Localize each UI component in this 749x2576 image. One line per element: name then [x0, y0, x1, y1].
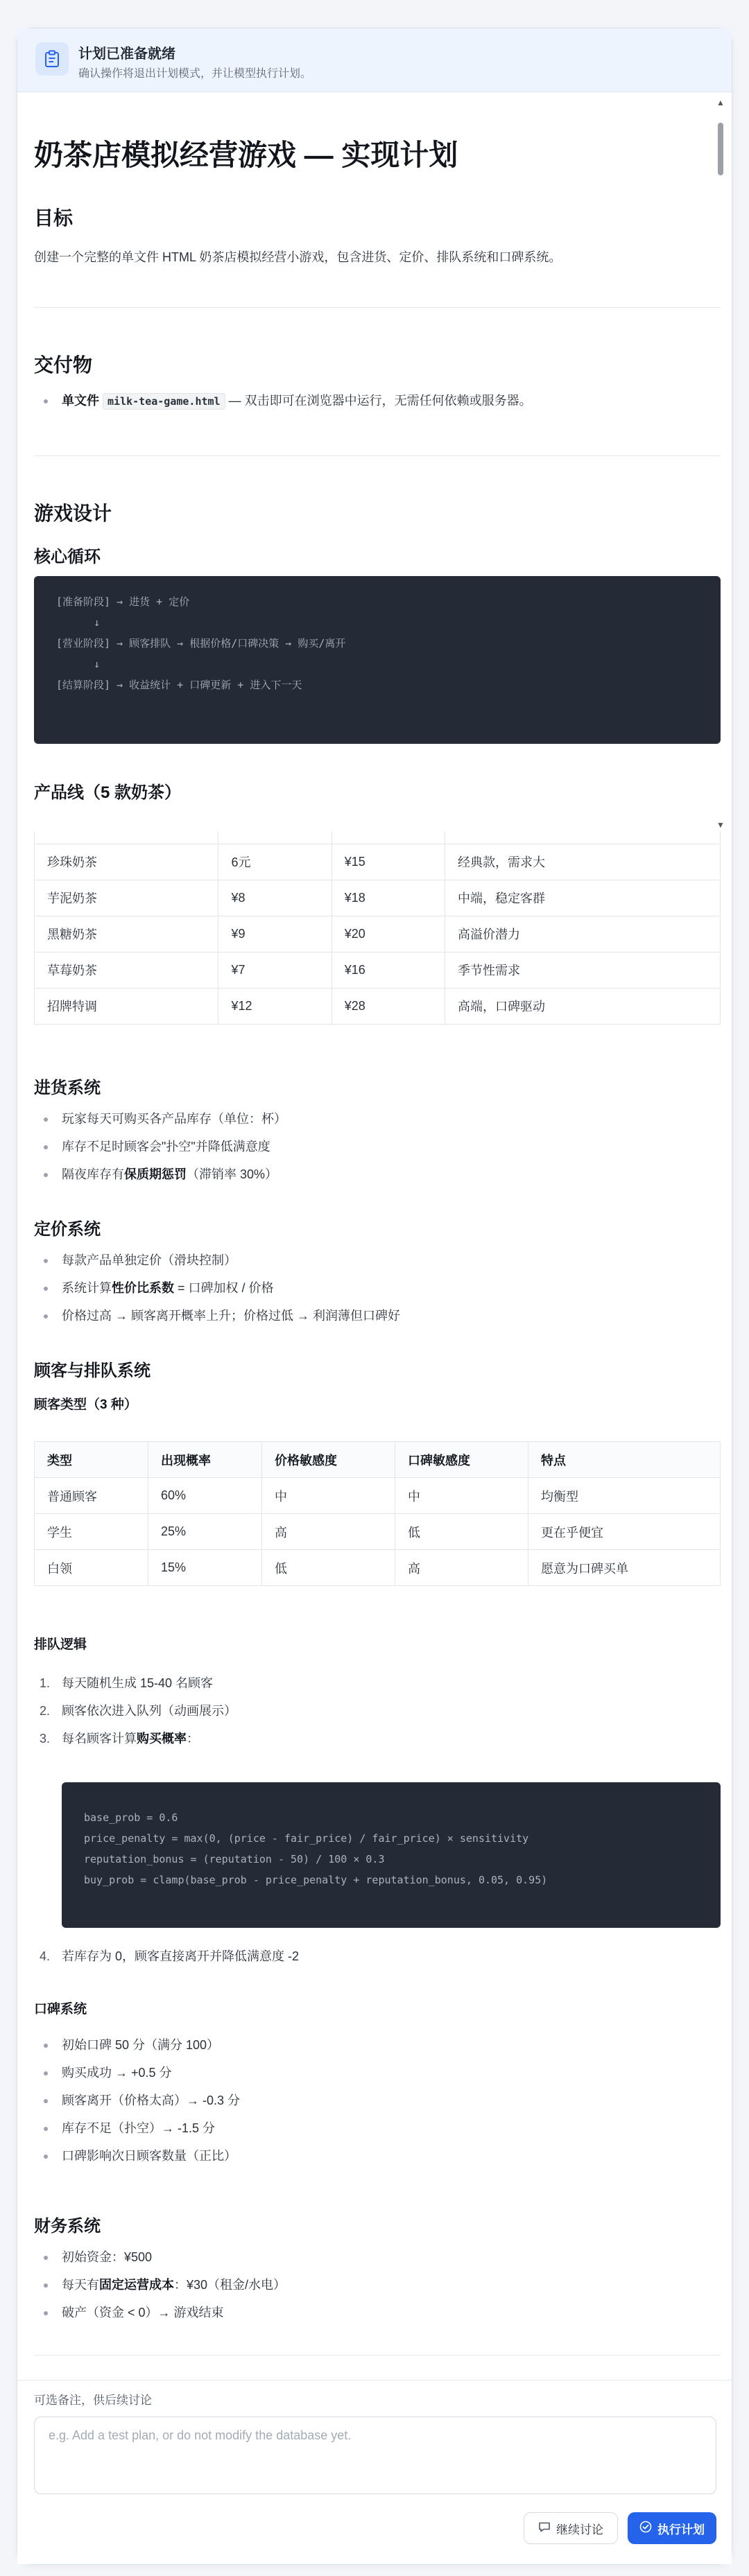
table-row: 草莓奶茶 ¥7 ¥16 季节性需求: [35, 952, 721, 988]
table-row: 白领 15% 低 高 愿意为口碑买单: [35, 1550, 721, 1586]
pricing-list: [62, 1250, 400, 1333]
banner-subtitle: 确认操作将退出计划模式，并让模型执行计划。: [78, 68, 312, 80]
list-item: 顾客离开（价格太高）→ -0.3 分: [62, 2090, 240, 2118]
list-item: 2. 顾客依次进入队列（动画展示）: [40, 1704, 236, 1718]
continue-discussion-label: 继续讨论: [556, 2523, 603, 2536]
queue-list-continued: [40, 1946, 300, 1974]
reputation-heading: 口碑系统: [34, 2002, 87, 2017]
design-heading: 游戏设计: [34, 503, 112, 524]
deliverables-list: [62, 390, 532, 418]
list-item: 库存不足（扑空）→ -1.5 分: [62, 2118, 240, 2146]
reputation-list: [62, 2035, 240, 2173]
plan-content[interactable]: [34, 105, 721, 2413]
table-header-row: 类型 出现概率 价格敏感度 口碑敏感度 特点: [35, 1442, 721, 1478]
list-item: 单文件 milk-tea-game.html — 双击即可在浏览器中运行，无需任何依赖或服务器。: [62, 390, 532, 418]
table-row: 珍珠奶茶 6元 ¥15 经典款，需求大: [35, 844, 721, 880]
list-item: 每款产品单独定价（滑块控制）: [62, 1250, 400, 1278]
list-item: 破产（资金 < 0）→ 游戏结束: [62, 2302, 286, 2330]
divider: [34, 307, 721, 308]
list-item: 价格过高 → 顾客离开概率上升；价格过低 → 利润薄但口碑好: [62, 1305, 400, 1333]
list-item: 库存不足时顾客会"扑空"并降低满意度: [62, 1136, 286, 1164]
list-item: 隔夜库存有保质期惩罚（滞销率 30%）: [62, 1164, 286, 1192]
execute-plan-button[interactable]: [628, 2512, 716, 2544]
list-item: 1. 每天随机生成 15-40 名顾客: [40, 1676, 214, 1690]
list-item: 3. 每名顾客计算购买概率：: [40, 1732, 199, 1746]
list-item: 口碑影响次日顾客数量（正比）: [62, 2146, 240, 2173]
customer-table: [34, 1441, 721, 1586]
execute-plan-label: 执行计划: [657, 2523, 705, 2536]
list-item: 玩家每天可购买各产品库存（单位：杯）: [62, 1108, 286, 1136]
divider: [34, 455, 721, 456]
divider: [34, 2355, 721, 2356]
plan-ready-banner: [17, 28, 732, 92]
list-item: 购买成功 → +0.5 分: [62, 2062, 240, 2090]
plan-footer: [17, 2380, 732, 2564]
pricing-heading: 定价系统: [34, 1220, 101, 1239]
file-name-code: milk-tea-game.html: [103, 393, 225, 410]
scroll-down-arrow-icon[interactable]: ▼: [716, 820, 725, 830]
goal-text: 创建一个完整的单文件 HTML 奶茶店模拟经营小游戏，包含进货、定价、排队系统和口碑系统。: [34, 250, 562, 264]
finance-list: [62, 2247, 286, 2330]
deliverables-heading: 交付物: [34, 354, 93, 376]
table-row: 普通顾客 60% 中 中 均衡型: [35, 1478, 721, 1514]
plan-panel: [17, 28, 732, 2565]
notes-label: 可选备注，供后续讨论: [34, 2394, 152, 2407]
stock-heading: 进货系统: [34, 1079, 101, 1097]
table-row: 黑糖奶茶 ¥9 ¥20 高溢价潜力: [35, 916, 721, 952]
products-heading: 产品线（5 款奶茶）: [34, 783, 182, 802]
clipboard-icon: [35, 42, 69, 76]
chat-icon: [538, 2521, 551, 2536]
list-item: 4. 若库存为 0，顾客直接离开并降低满意度 -2: [40, 1949, 300, 1963]
notes-input[interactable]: [34, 2417, 716, 2494]
table-row: [35, 831, 721, 844]
table-row: 学生 25% 高 低 更在乎便宜: [35, 1514, 721, 1550]
customer-heading: 顾客与排队系统: [34, 1361, 150, 1380]
queue-list: [40, 1673, 236, 1756]
plan-title: 奶茶店模拟经营游戏 — 实现计划: [34, 139, 458, 171]
list-item: 系统计算性价比系数 = 口碑加权 / 价格: [62, 1278, 400, 1305]
stock-list: [62, 1108, 286, 1192]
customer-types-heading: 顾客类型（3 种）: [34, 1398, 137, 1412]
queue-heading: 排队逻辑: [34, 1637, 87, 1652]
formula-code: base_prob = 0.6 price_penalty = max(0, (price - fair_price) / fair_price) × sensitivity reputation_bonus = (reputation - 50) / 100 × 0.3 buy_prob = clamp(base_prob - price_penalty + reputation_bonus, 0.05, 0.95): [62, 1782, 721, 1928]
products-table: [34, 831, 721, 1025]
core-loop-heading: 核心循环: [34, 548, 101, 566]
banner-title: 计划已准备就绪: [78, 46, 175, 62]
goal-heading: 目标: [34, 207, 74, 229]
table-row: 招牌特调 ¥12 ¥28 高端，口碑驱动: [35, 988, 721, 1024]
continue-discussion-button[interactable]: [524, 2512, 618, 2544]
scroll-up-icon[interactable]: ▲: [716, 98, 725, 107]
finance-heading: 财务系统: [34, 2217, 101, 2236]
list-item: 每天有固定运营成本：¥30（租金/水电）: [62, 2274, 286, 2302]
core-loop-code: [准备阶段] → 进货 + 定价 ↓ [营业阶段] → 顾客排队 → 根据价格/口碑决策 → 购买/离开 ↓ [结算阶段] → 收益统计 + 口碑更新 + 进入下一天: [34, 576, 721, 744]
list-item: 初始口碑 50 分（满分 100）: [62, 2035, 240, 2062]
list-item: 初始资金：¥500: [62, 2247, 286, 2274]
check-circle-icon: [639, 2521, 652, 2536]
table-row: 芋泥奶茶 ¥8 ¥18 中端，稳定客群: [35, 880, 721, 916]
